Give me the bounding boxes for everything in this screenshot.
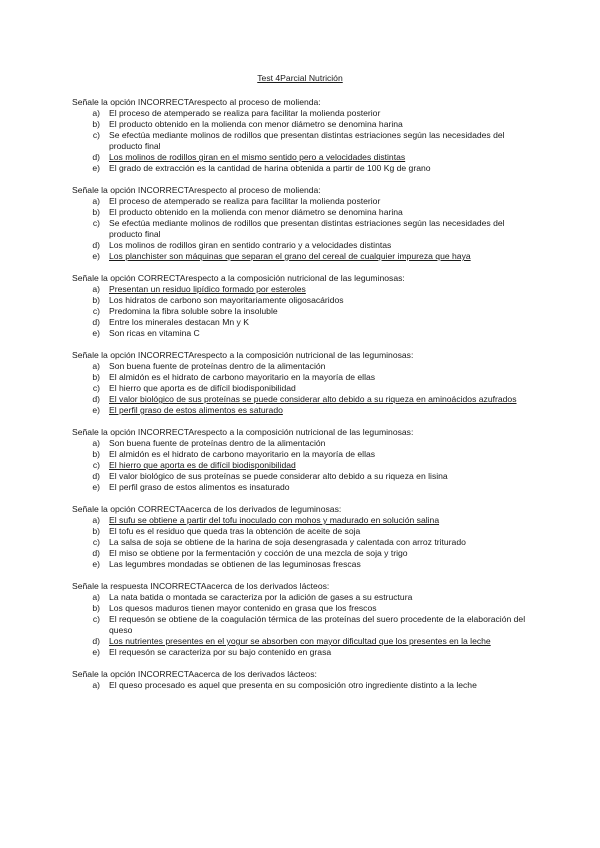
question-block	[72, 427, 532, 493]
option-list	[72, 196, 532, 262]
option-text: El sufu se obtiene a partir del tofu inoculado con mohos y madurado en solución salina	[109, 515, 440, 525]
option-item	[72, 537, 532, 548]
option-letter: e)	[92, 405, 100, 415]
option-text: El hierro que aporta es de difícil biodisponibilidad	[109, 460, 296, 470]
option-item	[72, 372, 532, 383]
option-item-marked	[72, 394, 532, 405]
option-item	[72, 130, 532, 152]
option-text: El perfil graso de estos alimentos es insaturado	[109, 482, 290, 492]
option-item	[72, 647, 532, 658]
option-letter: e)	[92, 163, 100, 173]
option-letter: e)	[92, 559, 100, 569]
option-letter: c)	[92, 614, 100, 624]
option-letter: a)	[92, 284, 100, 294]
question-prompt: Señale la opción INCORRECTAacerca de los derivados lácteos:	[72, 669, 317, 679]
option-letter: e)	[92, 328, 100, 338]
option-letter: b)	[92, 207, 100, 217]
option-text: Se efectúa mediante molinos de rodillos que presentan distintas estriaciones según las necesidades del producto final	[109, 130, 505, 151]
option-text: Son ricas en vitamina C	[109, 328, 200, 338]
option-letter: a)	[92, 592, 100, 602]
option-item	[72, 592, 532, 603]
option-letter: c)	[92, 537, 100, 547]
option-text: El producto obtenido en la molienda con menor diámetro se denomina harina	[109, 207, 403, 217]
option-item-marked	[72, 515, 532, 526]
question-block	[72, 97, 532, 174]
option-text: El hierro que aporta es de difícil biodisponibilidad	[109, 383, 296, 393]
option-text: El requesón se obtiene de la coagulación térmica de las proteínas del suero procedente de la elaboración del queso	[109, 614, 526, 635]
option-item-marked	[72, 460, 532, 471]
option-letter: b)	[92, 295, 100, 305]
option-letter: d)	[92, 317, 100, 327]
question-block	[72, 669, 532, 691]
question-block	[72, 185, 532, 262]
option-letter: a)	[92, 108, 100, 118]
option-letter: e)	[92, 482, 100, 492]
option-text: El almidón es el hidrato de carbono mayoritario en la mayoría de ellas	[109, 449, 376, 459]
option-letter: d)	[92, 548, 100, 558]
option-item-marked	[72, 636, 532, 647]
option-text: Presentan un residuo lipídico formado por esteroles	[109, 284, 306, 294]
option-letter: e)	[92, 647, 100, 657]
question-block	[72, 350, 532, 416]
option-list	[72, 284, 532, 339]
option-text: Son buena fuente de proteínas dentro de la alimentación	[109, 361, 326, 371]
question-prompt: Señale la respuesta INCORRECTAacerca de los derivados lácteos:	[72, 581, 330, 591]
option-text: Entre los minerales destacan Mn y K	[109, 317, 249, 327]
question-block	[72, 273, 532, 339]
question-prompt: Señale la opción INCORRECTArespecto a la composición nutricional de las leguminosas:	[72, 350, 414, 360]
option-letter: d)	[92, 394, 100, 404]
option-letter: b)	[92, 119, 100, 129]
option-item	[72, 680, 532, 691]
option-item	[72, 471, 532, 482]
option-text: Los hidratos de carbono son mayoritariamente oligosacáridos	[109, 295, 344, 305]
option-text: El queso procesado es aquel que presenta en su composición otro ingrediente distinto a la leche	[109, 680, 477, 690]
option-text: El perfil graso de estos alimentos es saturado	[109, 405, 283, 415]
document-title: Test 4Parcial Nutrición	[257, 73, 343, 83]
option-item	[72, 317, 532, 328]
option-text: El tofu es el residuo que queda tras la obtención de aceite de soja	[109, 526, 361, 536]
question-prompt: Señale la opción CORRECTAacerca de los derivados de leguminosas:	[72, 504, 342, 514]
option-text: Las legumbres mondadas se obtienen de las leguminosas frescas	[109, 559, 361, 569]
option-list	[72, 361, 532, 416]
option-letter: c)	[92, 460, 100, 470]
option-list	[72, 592, 532, 658]
option-text: Predomina la fibra soluble sobre la insoluble	[109, 306, 278, 316]
option-text: La nata batida o montada se caracteriza por la adición de gases a su estructura	[109, 592, 413, 602]
option-item	[72, 163, 532, 174]
option-item-marked	[72, 251, 532, 262]
option-item	[72, 240, 532, 251]
question-prompt: Señale la opción INCORRECTArespecto al proceso de molienda:	[72, 185, 321, 195]
option-letter: c)	[92, 218, 100, 228]
option-item	[72, 526, 532, 537]
option-text: El producto obtenido en la molienda con menor diámetro se denomina harina	[109, 119, 403, 129]
option-item	[72, 559, 532, 570]
option-text: El valor biológico de sus proteínas se puede considerar alto debido a su riqueza en lisina	[109, 471, 448, 481]
question-prompt: Señale la opción CORRECTArespecto a la composición nutricional de las leguminosas:	[72, 273, 405, 283]
option-text: Los molinos de rodillos giran en el mismo sentido pero a velocidades distintas	[109, 152, 406, 162]
option-list	[72, 680, 532, 691]
option-item	[72, 614, 532, 636]
option-item	[72, 383, 532, 394]
option-item	[72, 548, 532, 559]
option-letter: d)	[92, 152, 100, 162]
option-list	[72, 515, 532, 570]
option-text: El miso se obtiene por la fermentación y cocción de una mezcla de soja y trigo	[109, 548, 408, 558]
option-text: El grado de extracción es la cantidad de harina obtenida a partir de 100 Kg de grano	[109, 163, 431, 173]
option-item	[72, 218, 532, 240]
option-text: Los planchister son máquinas que separan el grano del cereal de cualquier impureza que haya	[109, 251, 471, 261]
option-item-marked	[72, 405, 532, 416]
option-text: La salsa de soja se obtiene de la harina de soja desengrasada y calentada con arroz triturado	[109, 537, 466, 547]
option-letter: a)	[92, 438, 100, 448]
option-text: El requesón se caracteriza por su bajo contenido en grasa	[109, 647, 332, 657]
question-prompt: Señale la opción INCORRECTArespecto al proceso de molienda:	[72, 97, 321, 107]
option-letter: b)	[92, 603, 100, 613]
option-item	[72, 482, 532, 493]
option-letter: c)	[92, 306, 100, 316]
option-text: El proceso de atemperado se realiza para facilitar la molienda posterior	[109, 196, 381, 206]
option-item	[72, 108, 532, 119]
option-item-marked	[72, 284, 532, 295]
option-letter: b)	[92, 372, 100, 382]
option-letter: e)	[92, 251, 100, 261]
option-item	[72, 196, 532, 207]
option-text: El almidón es el hidrato de carbono mayoritario en la mayoría de ellas	[109, 372, 376, 382]
option-text: Los quesos maduros tienen mayor contenido en grasa que los frescos	[109, 603, 377, 613]
option-item	[72, 295, 532, 306]
option-letter: d)	[92, 471, 100, 481]
question-prompt: Señale la opción INCORRECTArespecto a la composición nutricional de las leguminosas:	[72, 427, 414, 437]
option-item	[72, 361, 532, 372]
option-letter: b)	[92, 449, 100, 459]
option-letter: d)	[92, 636, 100, 646]
option-list	[72, 108, 532, 174]
option-letter: c)	[92, 383, 100, 393]
option-text: Son buena fuente de proteínas dentro de la alimentación	[109, 438, 326, 448]
option-text: El valor biológico de sus proteínas se puede considerar alto debido a su riqueza en aminoácidos azufrados	[109, 394, 517, 404]
option-item	[72, 438, 532, 449]
option-letter: c)	[92, 130, 100, 140]
option-item	[72, 119, 532, 130]
option-letter: b)	[92, 526, 100, 536]
option-text: Los nutrientes presentes en el yogur se absorben con mayor dificultad que los presentes en la leche	[109, 636, 491, 646]
option-list	[72, 438, 532, 493]
option-letter: d)	[92, 240, 100, 250]
option-letter: a)	[92, 361, 100, 371]
option-item	[72, 328, 532, 339]
option-item	[72, 603, 532, 614]
option-letter: a)	[92, 680, 100, 690]
option-letter: a)	[92, 515, 100, 525]
option-text: El proceso de atemperado se realiza para facilitar la molienda posterior	[109, 108, 381, 118]
option-item	[72, 207, 532, 218]
question-block	[72, 504, 532, 570]
question-block	[72, 581, 532, 658]
option-item	[72, 449, 532, 460]
option-letter: a)	[92, 196, 100, 206]
option-text: Se efectúa mediante molinos de rodillos que presentan distintas estriaciones según las necesidades del producto final	[109, 218, 505, 239]
option-text: Los molinos de rodillos giran en sentido contrario y a velocidades distintas	[109, 240, 392, 250]
option-item-marked	[72, 152, 532, 163]
option-item	[72, 306, 532, 317]
question-list	[72, 97, 532, 702]
